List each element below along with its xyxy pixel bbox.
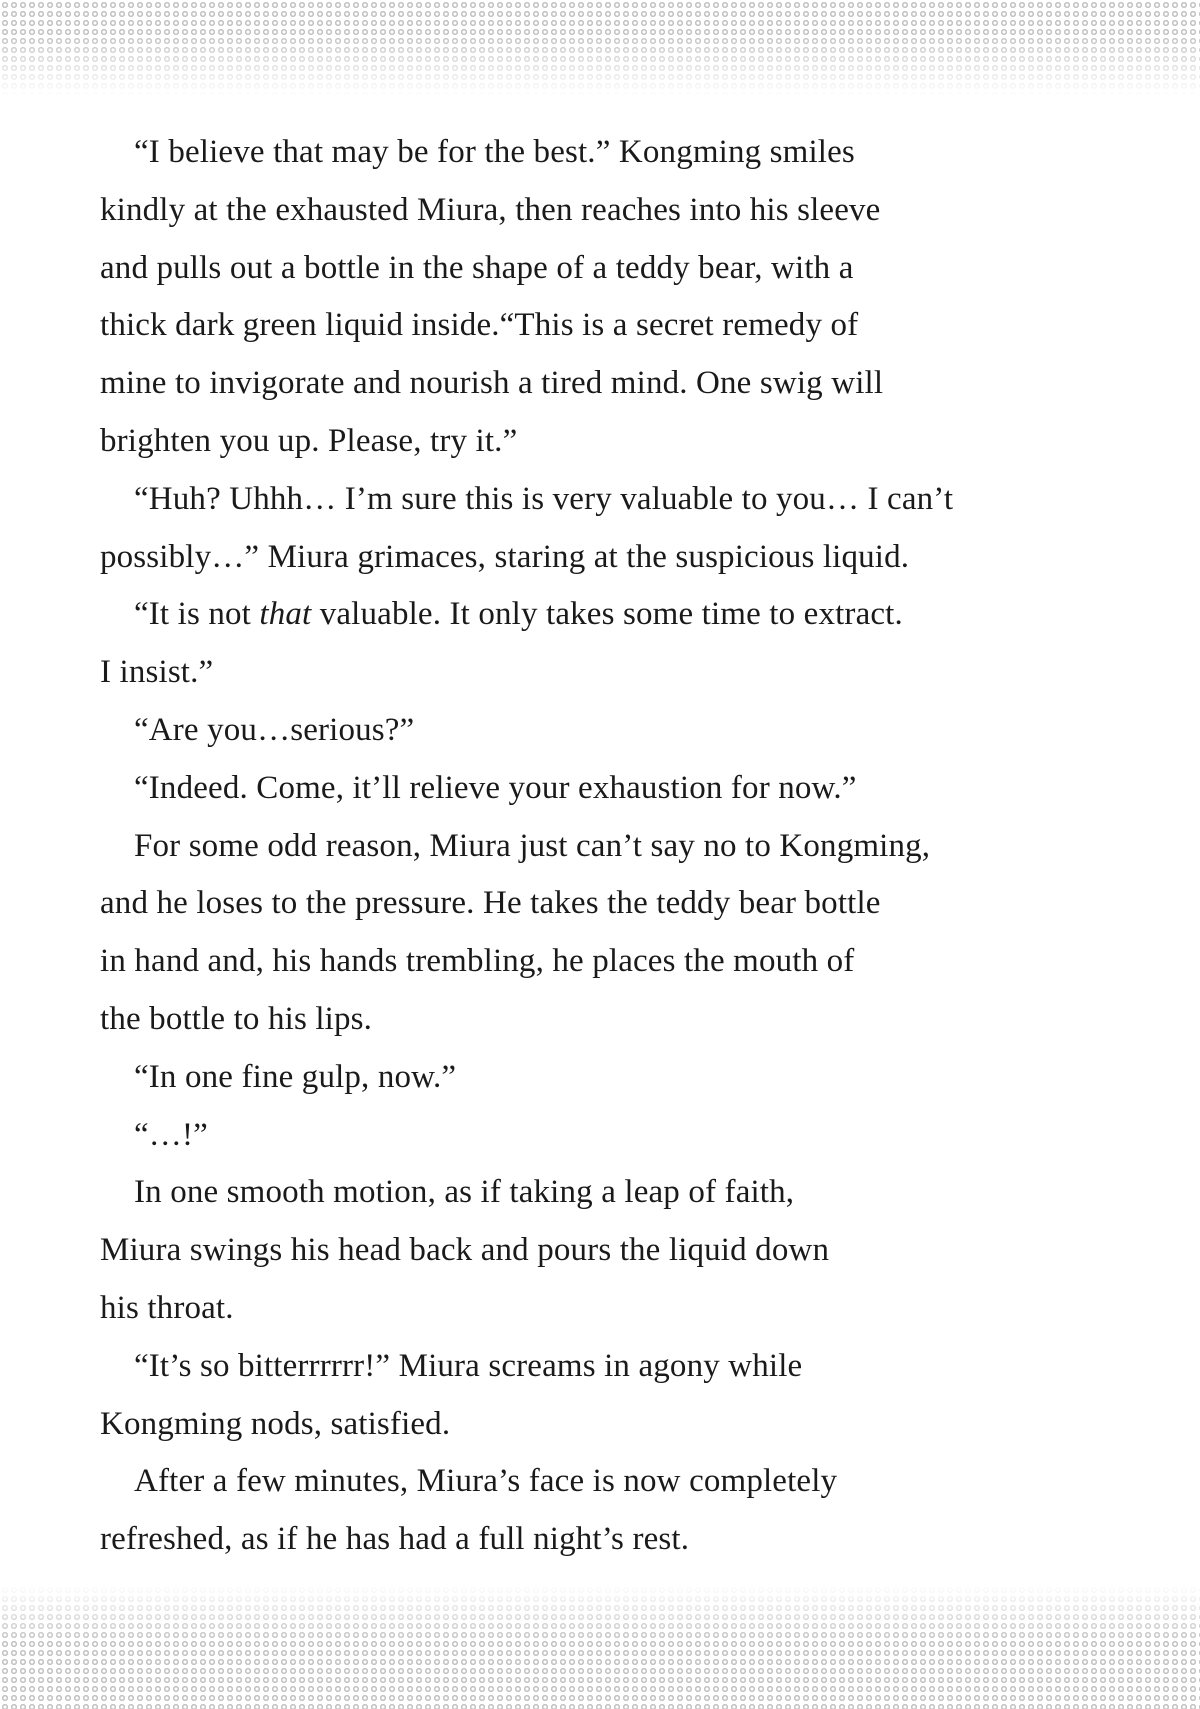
text-line: Miura swings his head back and pours the liquid down (100, 1232, 830, 1269)
text-line: in hand and, his hands trembling, he places the mouth of (100, 943, 855, 980)
text-line (100, 586, 1100, 644)
text-run: “It is not (134, 596, 260, 633)
text-line: “I believe that may be for the best.” Kongming smiles (134, 134, 855, 170)
top-decorative-pattern-border (0, 0, 1200, 96)
text-run: valuable. It only takes some time to extract. (311, 596, 903, 633)
paragraph-miura-refreshed (100, 1453, 1100, 1569)
text-line: “…!” (134, 1116, 208, 1153)
paragraph-miura-hesitates (100, 471, 1100, 587)
page-text-body (100, 124, 1100, 1569)
text-line: and pulls out a bottle in the shape of a teddy bear, with a (100, 249, 854, 286)
text-line: mine to invigorate and nourish a tired mind. One swig will (100, 365, 884, 402)
text-line: his throat. (100, 1289, 234, 1326)
text-line: For some odd reason, Miura just can’t say no to Kongming, (134, 827, 931, 864)
text-line: and he loses to the pressure. He takes the teddy bear bottle (100, 885, 881, 922)
paragraph-kongming-offers-remedy (100, 124, 1100, 471)
text-line: thick dark green liquid inside.“This is a secret remedy of (100, 307, 859, 344)
text-line: kindly at the exhausted Miura, then reaches into his sleeve (100, 191, 881, 228)
text-line: the bottle to his lips. (100, 1000, 373, 1037)
bottom-decorative-pattern-border (0, 1585, 1200, 1709)
paragraph-indeed (100, 760, 1100, 818)
paragraph-miura-gives-in (100, 818, 1100, 1049)
text-line: In one smooth motion, as if taking a leap of faith, (134, 1174, 795, 1211)
emphasized-word: that (259, 596, 312, 633)
text-line: “Huh? Uhhh… I’m sure this is very valuable to you… I can’t (134, 480, 954, 517)
paragraph-ellipsis-exclaim (100, 1107, 1100, 1165)
text-line: “Are you…serious?” (134, 711, 415, 748)
text-line: possibly…” Miura grimaces, staring at the suspicious liquid. (100, 538, 910, 575)
paragraph-kongming-insists (100, 586, 1100, 702)
text-line: refreshed, as if he has had a full night’s rest. (100, 1521, 690, 1558)
text-line: After a few minutes, Miura’s face is now completely (134, 1463, 838, 1500)
paragraph-one-fine-gulp (100, 1049, 1100, 1107)
paragraph-miura-drinks (100, 1164, 1100, 1337)
paragraph-so-bitter (100, 1338, 1100, 1454)
text-line: brighten you up. Please, try it.” (100, 422, 518, 459)
text-line: Kongming nods, satisfied. (100, 1405, 451, 1442)
text-line: “In one fine gulp, now.” (134, 1058, 457, 1095)
text-line: I insist.” (100, 654, 214, 691)
paragraph-are-you-serious (100, 702, 1100, 760)
text-line: “Indeed. Come, it’ll relieve your exhaustion for now.” (134, 769, 857, 806)
text-line: “It’s so bitterrrrrr!” Miura screams in agony while (134, 1347, 803, 1384)
